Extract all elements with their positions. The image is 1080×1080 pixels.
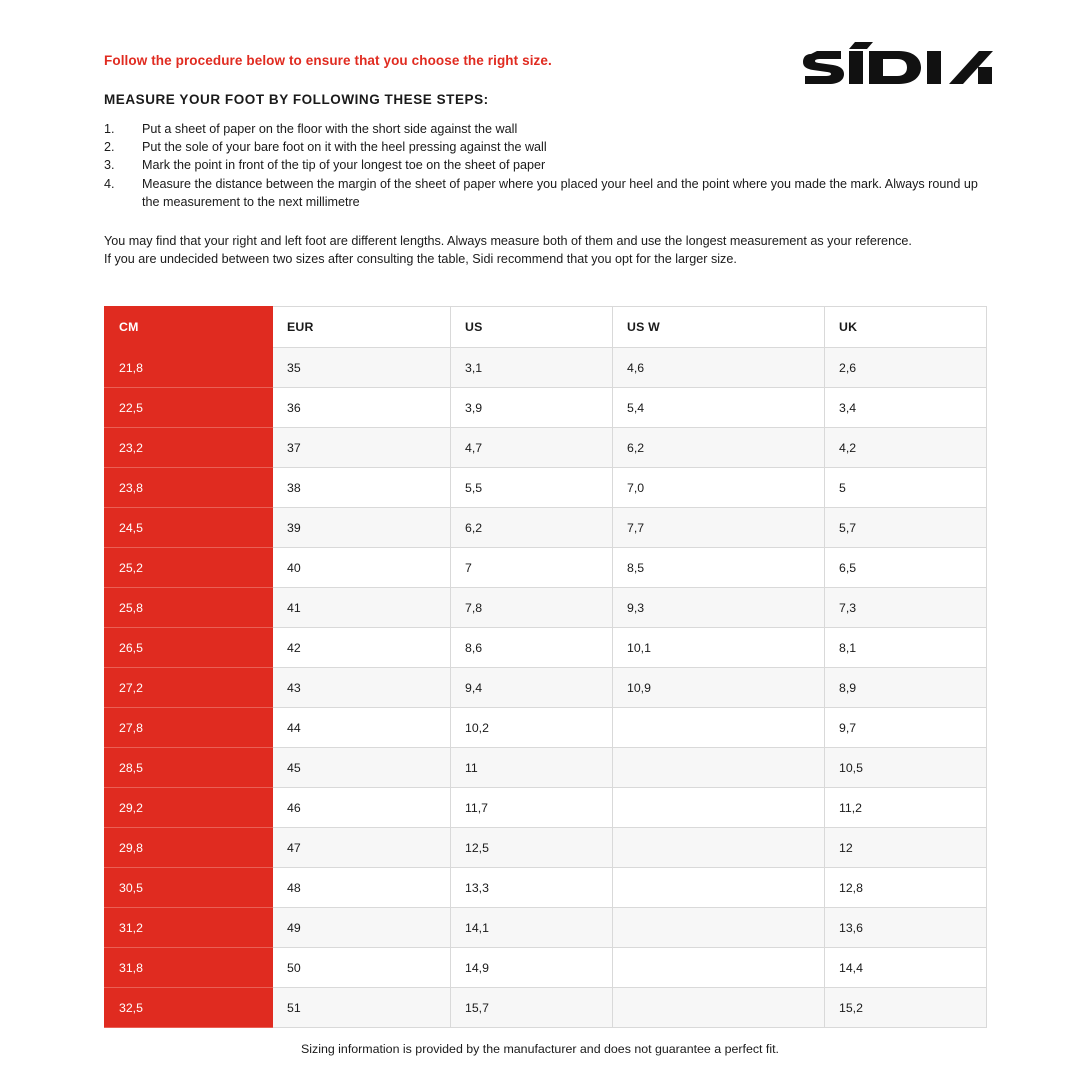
column-header-eur: EUR [273,307,451,348]
cell-usw: 10,9 [613,668,825,708]
cell-usw [613,988,825,1028]
cell-us: 11 [451,748,613,788]
cell-usw: 5,4 [613,388,825,428]
cell-usw [613,748,825,788]
table-row [105,668,987,708]
table-row [105,708,987,748]
table-header-row [105,307,987,348]
cell-us: 12,5 [451,828,613,868]
cell-uk: 5,7 [825,508,987,548]
cell-us: 5,5 [451,468,613,508]
page-header [0,0,1080,92]
cell-uk: 12,8 [825,868,987,908]
cell-uk: 12 [825,828,987,868]
cell-us: 3,9 [451,388,613,428]
cell-uk: 7,3 [825,588,987,628]
size-table-container [104,306,986,1028]
note-secondary: If you are undecided between two sizes after consulting the table, Sidi recommend that you opt for the larger size. [104,252,737,267]
cell-cm: 25,2 [105,548,273,588]
cell-usw [613,868,825,908]
cell-us: 7,8 [451,588,613,628]
cell-usw [613,788,825,828]
cell-us: 4,7 [451,428,613,468]
cell-eur: 42 [273,628,451,668]
table-body [105,348,987,1028]
cell-usw: 9,3 [613,588,825,628]
step-number: 1. [104,122,115,136]
cell-usw: 7,7 [613,508,825,548]
cell-eur: 39 [273,508,451,548]
cell-cm: 30,5 [105,868,273,908]
cell-us: 14,9 [451,948,613,988]
step-text: Put a sheet of paper on the floor with the short side against the wall [142,122,518,136]
cell-eur: 45 [273,748,451,788]
cell-eur: 36 [273,388,451,428]
cell-uk: 15,2 [825,988,987,1028]
table-row [105,428,987,468]
cell-cm: 27,2 [105,668,273,708]
cell-cm: 27,8 [105,708,273,748]
cell-cm: 23,8 [105,468,273,508]
cell-eur: 37 [273,428,451,468]
cell-cm: 21,8 [105,348,273,388]
cell-cm: 23,2 [105,428,273,468]
cell-us: 8,6 [451,628,613,668]
cell-eur: 46 [273,788,451,828]
cell-eur: 40 [273,548,451,588]
table-row [105,548,987,588]
column-header-uk: UK [825,307,987,348]
step-text: Put the sole of your bare foot on it with the heel pressing against the wall [142,140,547,155]
cell-cm: 22,5 [105,388,273,428]
list-item [104,156,994,174]
step-text: Mark the point in front of the tip of your longest toe on the sheet of paper [142,158,546,173]
cell-uk: 8,1 [825,628,987,668]
headline-text: Follow the procedure below to ensure that you choose the right size. [104,53,552,68]
cell-eur: 50 [273,948,451,988]
cell-cm: 32,5 [105,988,273,1028]
cell-usw: 10,1 [613,628,825,668]
cell-usw [613,828,825,868]
cell-uk: 2,6 [825,348,987,388]
cell-cm: 29,2 [105,788,273,828]
cell-eur: 43 [273,668,451,708]
column-header-cm: CM [105,307,273,348]
note-primary: You may find that your right and left foot are different lengths. Always measure both of them and use the longest measurement as your reference. [104,234,912,248]
step-number: 2. [104,140,115,155]
cell-usw [613,908,825,948]
cell-usw: 4,6 [613,348,825,388]
cell-eur: 35 [273,348,451,388]
cell-uk: 6,5 [825,548,987,588]
column-header-usw: US W [613,307,825,348]
sidi-logo [803,40,1018,86]
cell-us: 10,2 [451,708,613,748]
cell-usw: 6,2 [613,428,825,468]
cell-eur: 49 [273,908,451,948]
table-row [105,588,987,628]
step-number: 3. [104,158,115,173]
cell-us: 7 [451,548,613,588]
table-row [105,908,987,948]
column-header-us: US [451,307,613,348]
cell-eur: 41 [273,588,451,628]
cell-uk: 11,2 [825,788,987,828]
cell-uk: 14,4 [825,948,987,988]
cell-us: 6,2 [451,508,613,548]
cell-cm: 26,5 [105,628,273,668]
cell-us: 3,1 [451,348,613,388]
cell-cm: 24,5 [105,508,273,548]
cell-usw [613,708,825,748]
table-row [105,388,987,428]
cell-cm: 29,8 [105,828,273,868]
measurement-notes [104,232,984,269]
list-item [104,138,994,156]
cell-cm: 25,8 [105,588,273,628]
cell-us: 11,7 [451,788,613,828]
instructions-steps [104,120,994,211]
cell-uk: 10,5 [825,748,987,788]
table-row [105,508,987,548]
cell-eur: 47 [273,828,451,868]
cell-cm: 31,2 [105,908,273,948]
cell-eur: 48 [273,868,451,908]
cell-usw: 7,0 [613,468,825,508]
table-header [105,307,987,348]
cell-uk: 3,4 [825,388,987,428]
instructions-title: MEASURE YOUR FOOT BY FOLLOWING THESE STEPS: [104,92,489,107]
table-row [105,788,987,828]
table-row [105,948,987,988]
size-table [104,306,987,1028]
cell-usw [613,948,825,988]
step-text: Measure the distance between the margin of the sheet of paper where you placed your heel and the point where you made the mark. Always round up the measurement to the next millimetre [142,176,978,209]
cell-us: 13,3 [451,868,613,908]
table-row [105,628,987,668]
cell-usw: 8,5 [613,548,825,588]
table-row [105,748,987,788]
list-item [104,120,994,138]
step-number: 4. [104,176,115,191]
cell-eur: 44 [273,708,451,748]
cell-us: 15,7 [451,988,613,1028]
footer-disclaimer: Sizing information is provided by the manufacturer and does not guarantee a perfect fit. [300,1042,779,1056]
cell-uk: 9,7 [825,708,987,748]
cell-cm: 28,5 [105,748,273,788]
list-item [104,175,994,211]
cell-us: 14,1 [451,908,613,948]
table-row [105,868,987,908]
cell-cm: 31,8 [105,948,273,988]
table-row [105,828,987,868]
cell-uk: 8,9 [825,668,987,708]
cell-uk: 5 [825,468,987,508]
table-row [105,988,987,1028]
cell-uk: 4,2 [825,428,987,468]
cell-eur: 38 [273,468,451,508]
table-row [105,348,987,388]
table-row [105,468,987,508]
cell-eur: 51 [273,988,451,1028]
cell-uk: 13,6 [825,908,987,948]
cell-us: 9,4 [451,668,613,708]
